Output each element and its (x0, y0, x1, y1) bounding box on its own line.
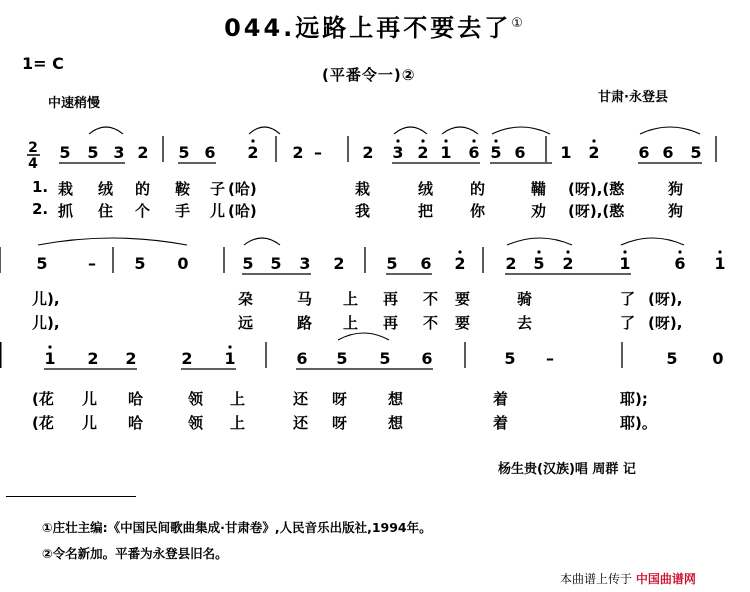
lyric-syllable: 儿), (32, 314, 60, 332)
octave-dot (678, 250, 681, 253)
note: 6 (514, 143, 526, 162)
lyric-syllable: (哈) (228, 180, 257, 198)
lyric-syllable: 还 (293, 390, 309, 408)
lyric-syllable: 的 (135, 180, 151, 198)
footnote-2: ②令名新加。平番为永登县旧名。 (42, 546, 228, 561)
note: 2 (181, 349, 193, 368)
note: 2 (588, 143, 600, 162)
note: 2 (87, 349, 99, 368)
lyric-syllable: 手 (175, 202, 191, 220)
note: 5 (379, 349, 391, 368)
note: 5 (504, 349, 516, 368)
lyric-syllable: 哈 (128, 414, 144, 432)
note: 6 (674, 254, 686, 273)
octave-dot (592, 139, 595, 142)
note: – (88, 254, 96, 273)
octave-dot (472, 139, 475, 142)
lyric-syllable: 个 (135, 202, 151, 220)
note: 6 (296, 349, 308, 368)
note: – (546, 349, 554, 368)
time-signature (27, 140, 40, 172)
lyric-syllable: 哈 (128, 390, 144, 408)
lyric-syllable: 鞴 (531, 180, 547, 198)
octave-dot (566, 250, 569, 253)
lyric-syllable: 狗 (668, 180, 684, 198)
note: 1 (440, 143, 452, 162)
lyric-syllable: 上 (230, 390, 246, 408)
lyric-syllable: 呀 (332, 414, 348, 432)
lyric-syllable: 远 (238, 314, 254, 332)
credit-line: 杨生贵(汉族)唱 周群 记 (498, 462, 636, 477)
note: 5 (242, 254, 254, 273)
lyric-syllable: 朶 (238, 290, 254, 308)
tempo-marking: 中速稍慢 (48, 96, 101, 111)
octave-dot (396, 139, 399, 142)
octave-dot (623, 250, 626, 253)
lyric-syllable: 鞍 (175, 180, 191, 198)
slur (640, 127, 700, 134)
lyric-syllable: 骑 (517, 290, 533, 308)
region-label: 甘肃·永登县 (598, 90, 668, 105)
slur (244, 238, 280, 245)
lyric-syllable: 抓 (58, 202, 74, 220)
lyric-syllable: 要 (455, 314, 471, 332)
lyric-syllable: 上 (343, 290, 359, 308)
note: 5 (87, 143, 99, 162)
lyric-syllable: 上 (230, 414, 246, 432)
lyric-syllable: 马 (297, 290, 313, 308)
footnote-divider (6, 496, 136, 497)
note: 2 (247, 143, 259, 162)
lyric-syllable: 栽 (58, 180, 74, 198)
lyric-syllable: 狗 (668, 202, 684, 220)
octave-dot (48, 345, 51, 348)
note: 6 (468, 143, 480, 162)
note: 5 (178, 143, 190, 162)
slur (249, 127, 280, 134)
slur (38, 238, 187, 245)
note: 2 (505, 254, 517, 273)
note: 6 (420, 254, 432, 273)
octave-dot (228, 345, 231, 348)
time-signature-top: 2 (28, 140, 38, 156)
lyric-syllable: 子 (210, 180, 226, 198)
lyric-syllable: 住 (98, 202, 114, 220)
note: 2 (125, 349, 137, 368)
lyric-syllable: 栽 (355, 180, 371, 198)
octave-dot (251, 139, 254, 142)
lyric-syllable: 上 (343, 314, 359, 332)
octave-dot (444, 139, 447, 142)
notation-system-1 (59, 127, 716, 163)
slur (338, 333, 389, 340)
note: 6 (421, 349, 433, 368)
note: 5 (59, 143, 71, 162)
lyric-syllable: 2. (32, 200, 49, 218)
slur (507, 238, 572, 245)
octave-dot (494, 139, 497, 142)
lyric-syllable: 我 (355, 202, 371, 220)
key-signature: 1= C (22, 54, 64, 73)
note: 5 (36, 254, 48, 273)
notation-system-2 (0, 238, 726, 274)
lyric-syllable: (花 (32, 390, 54, 408)
lyric-syllable: 还 (293, 414, 309, 432)
octave-dot (537, 250, 540, 253)
site-logo: 中国曲谱网 (635, 572, 696, 586)
note: 6 (204, 143, 216, 162)
lyric-syllable: 儿 (82, 414, 98, 432)
lyric-syllable: 去 (517, 314, 533, 332)
lyric-syllable: 劝 (531, 202, 547, 220)
lyric-syllable: 再 (383, 290, 399, 308)
slur (89, 127, 123, 134)
note: 3 (392, 143, 404, 162)
note: 5 (533, 254, 545, 273)
slur (442, 127, 478, 134)
note: 1 (44, 349, 56, 368)
note: 2 (562, 254, 574, 273)
note: 0 (712, 349, 724, 368)
note: 2 (454, 254, 466, 273)
lyric-syllable: 耶); (620, 390, 648, 408)
note: 1 (560, 143, 572, 162)
lyric-syllable: (花 (32, 414, 54, 432)
lyric-syllable: (呀), (648, 314, 683, 332)
lyric-syllable: 再 (383, 314, 399, 332)
lyric-syllable: 儿), (32, 290, 60, 308)
lyric-syllable: 不 (423, 290, 439, 308)
lyric-syllable: 儿 (82, 390, 98, 408)
lyric-syllable: 路 (297, 314, 313, 332)
lyric-syllable: 绒 (418, 180, 434, 198)
lyric-syllable: 想 (388, 414, 404, 432)
octave-dot (421, 139, 424, 142)
lyric-syllable: 耶)。 (620, 414, 657, 432)
lyric-syllable: 了 (620, 290, 636, 308)
lyric-syllable: (哈) (228, 202, 257, 220)
lyric-syllable: 领 (188, 414, 204, 432)
note: 1 (714, 254, 726, 273)
note: 2 (137, 143, 149, 162)
note: 5 (134, 254, 146, 273)
note: 2 (333, 254, 345, 273)
song-subtitle: (平番令一)② (322, 66, 416, 84)
note: 5 (336, 349, 348, 368)
lyric-syllable: 着 (493, 390, 509, 408)
lyric-syllable: 想 (388, 390, 404, 408)
lyric-syllable: 不 (423, 314, 439, 332)
octave-dot (718, 250, 721, 253)
note: 2 (362, 143, 374, 162)
note: 5 (490, 143, 502, 162)
lyric-syllable: 着 (493, 414, 509, 432)
lyric-syllable: 领 (188, 390, 204, 408)
time-signature-bottom: 4 (28, 156, 38, 172)
upload-note: 本曲谱上传于 中国曲谱网 (560, 572, 696, 586)
notation-system-3 (0, 333, 724, 369)
lyric-syllable: (呀),(憨 (568, 180, 625, 198)
lyric-syllable: (呀),(憨 (568, 202, 625, 220)
note: 3 (113, 143, 125, 162)
lyric-syllable: 绒 (98, 180, 114, 198)
note: 6 (662, 143, 674, 162)
lyric-syllable: 你 (470, 202, 486, 220)
note: 2 (417, 143, 429, 162)
note: 5 (270, 254, 282, 273)
slur (621, 238, 684, 245)
lyric-syllable: 把 (418, 202, 434, 220)
note: 5 (666, 349, 678, 368)
octave-dot (458, 250, 461, 253)
lyric-syllable: 呀 (332, 390, 348, 408)
note: 5 (690, 143, 702, 162)
lyric-syllable: 儿 (210, 202, 226, 220)
note: 3 (299, 254, 311, 273)
footnote-1: ①庄壮主编:《中国民间歌曲集成·甘肃卷》,人民音乐出版社,1994年。 (42, 520, 432, 535)
note: 5 (386, 254, 398, 273)
lyric-syllable: 了 (620, 314, 636, 332)
note: 6 (638, 143, 650, 162)
lyric-syllable: 的 (470, 180, 486, 198)
lyric-syllable: (呀), (648, 290, 683, 308)
slur (394, 127, 427, 134)
lyric-syllable: 1. (32, 178, 49, 196)
note: 0 (177, 254, 189, 273)
song-title: 044.远路上再不要去了① (224, 14, 526, 42)
note: 2 (292, 143, 304, 162)
lyric-syllable: 要 (455, 290, 471, 308)
note: – (314, 143, 322, 162)
note: 1 (224, 349, 236, 368)
note: 1 (619, 254, 631, 273)
slur (492, 127, 550, 134)
